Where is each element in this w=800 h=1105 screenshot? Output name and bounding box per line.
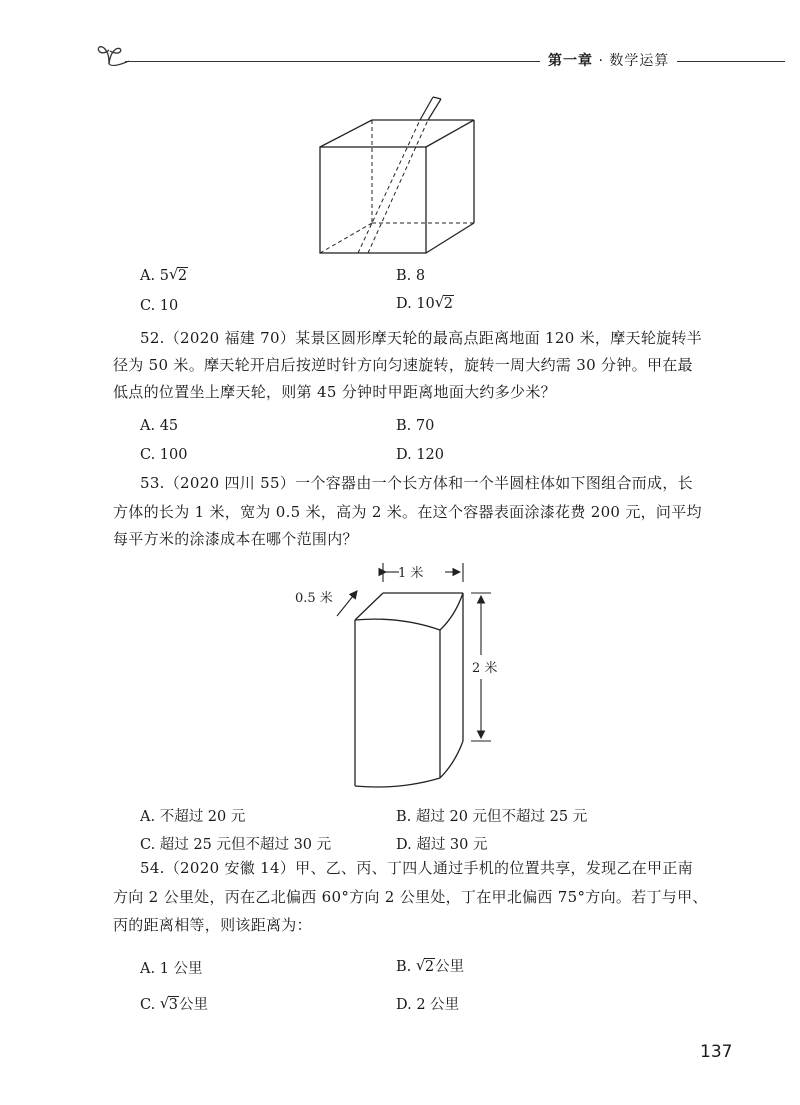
q52-line-2: 径为 50 米。摩天轮开启后按逆时针方向匀速旋转，旋转一周大约需 30 分钟。甲在最 [113, 356, 693, 374]
q54-option-b: B. √ 2公里 [396, 956, 465, 975]
q53-line-2: 方体的长为 1 米，宽为 0.5 米，高为 2 米。在这个容器表面涂漆花费 200 元，问平均 [113, 503, 702, 521]
q51-option-a: A. 5 √ 2 [140, 265, 188, 284]
q54-line-2: 方向 2 公里处，丙在乙北偏西 60°方向 2 公里处，丁在甲北偏西 75°方向。若丁与甲、 [113, 888, 708, 906]
q53-option-d: D. 超过 30 元 [396, 837, 488, 853]
sqrt-symbol: √ 2 [434, 293, 454, 312]
cube-with-straw-figure [300, 95, 480, 260]
header-rule [125, 61, 785, 62]
q52-option-b: B. 70 [396, 418, 435, 434]
q51-option-c: C. 10 [140, 298, 179, 314]
q54-option-c: C. √ 3公里 [140, 994, 209, 1013]
q52-line-1: 52.（2020 福建 70）某景区圆形摩天轮的最高点距离地面 120 米，摩天轮旋转半 [140, 329, 703, 347]
sqrt-symbol: √ 3 [159, 994, 179, 1013]
chapter-title: 第一章 · 数学运算 [540, 50, 677, 70]
q52-option-c: C. 100 [140, 447, 188, 463]
q54-option-a: A. 1 公里 [140, 961, 203, 977]
q52-option-d: D. 120 [396, 447, 445, 463]
q54-line-1: 54.（2020 安徽 14）甲、乙、丙、丁四人通过手机的位置共享，发现乙在甲正南 [140, 859, 693, 877]
q53-line-1: 53.（2020 四川 55）一个容器由一个长方体和一个半圆柱体如下图组合而成，长 [140, 474, 693, 492]
q52-option-a: A. 45 [140, 418, 179, 434]
q51-option-b: B. 8 [396, 268, 426, 284]
q52-line-3: 低点的位置坐上摩天轮，则第 45 分钟时甲距离地面大约多少米？ [113, 383, 556, 401]
q53-line-3: 每平方米的涂漆成本在哪个范围内？ [113, 530, 358, 548]
length-label: 1 米 [398, 566, 424, 581]
page-number: 137 [700, 1042, 733, 1062]
container-figure [295, 558, 505, 793]
q54-option-d: D. 2 公里 [396, 997, 460, 1013]
sprout-icon [95, 40, 129, 70]
height-label: 2 米 [472, 661, 498, 676]
width-label: 0.5 米 [295, 591, 333, 606]
sqrt-symbol: √ 2 [415, 956, 435, 975]
page-header [95, 40, 785, 70]
q51-option-d: D. 10 √ 2 [396, 293, 454, 312]
q53-option-a: A. 不超过 20 元 [140, 809, 246, 825]
q53-option-c: C. 超过 25 元但不超过 30 元 [140, 837, 332, 853]
q54-line-3: 丙的距离相等，则该距离为： [113, 916, 312, 934]
q53-option-b: B. 超过 20 元但不超过 25 元 [396, 809, 588, 825]
sqrt-symbol: √ 2 [168, 265, 188, 284]
